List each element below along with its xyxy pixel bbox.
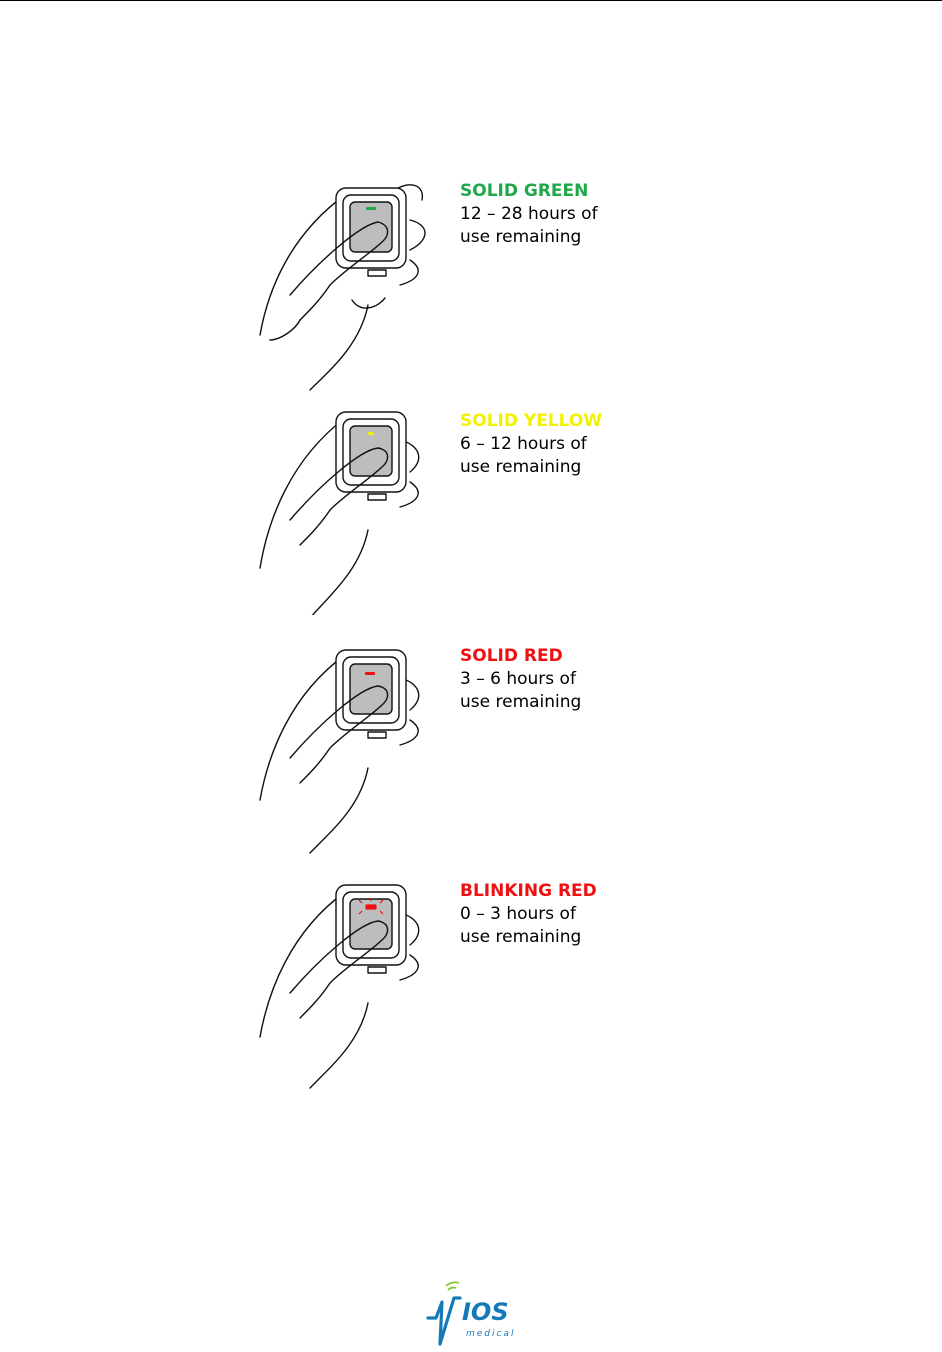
vios-medical-logo bbox=[424, 1276, 524, 1348]
status-hours: 0 – 3 hours of bbox=[460, 904, 576, 924]
status-row-yellow bbox=[250, 400, 670, 635]
status-description bbox=[460, 180, 680, 249]
led-indicator bbox=[366, 207, 376, 210]
hand-device-illustration bbox=[250, 875, 450, 1090]
svg-text:IOS: IOS bbox=[462, 1298, 509, 1326]
status-hours: 3 – 6 hours of bbox=[460, 669, 576, 689]
status-remaining: use remaining bbox=[460, 227, 582, 247]
status-description bbox=[460, 880, 680, 949]
status-title: SOLID YELLOW bbox=[460, 411, 603, 431]
status-title: SOLID RED bbox=[460, 646, 563, 666]
status-title: SOLID GREEN bbox=[460, 181, 589, 201]
status-row-green bbox=[250, 180, 670, 415]
status-row-red bbox=[250, 640, 670, 875]
hand-device-illustration bbox=[250, 400, 450, 615]
led-indicator bbox=[368, 432, 374, 435]
hand-device-illustration bbox=[250, 180, 450, 395]
hand-device-illustration bbox=[250, 640, 450, 855]
status-row-blinking-red bbox=[250, 875, 670, 1110]
status-hours: 12 – 28 hours of bbox=[460, 204, 598, 224]
status-description bbox=[460, 645, 680, 714]
status-remaining: use remaining bbox=[460, 927, 582, 947]
led-indicator bbox=[365, 672, 375, 675]
svg-text:medical: medical bbox=[466, 1329, 516, 1339]
status-hours: 6 – 12 hours of bbox=[460, 434, 587, 454]
header-rule bbox=[0, 0, 942, 1]
status-remaining: use remaining bbox=[460, 692, 582, 712]
status-description bbox=[460, 410, 680, 479]
status-title: BLINKING RED bbox=[460, 881, 597, 901]
status-remaining: use remaining bbox=[460, 457, 582, 477]
